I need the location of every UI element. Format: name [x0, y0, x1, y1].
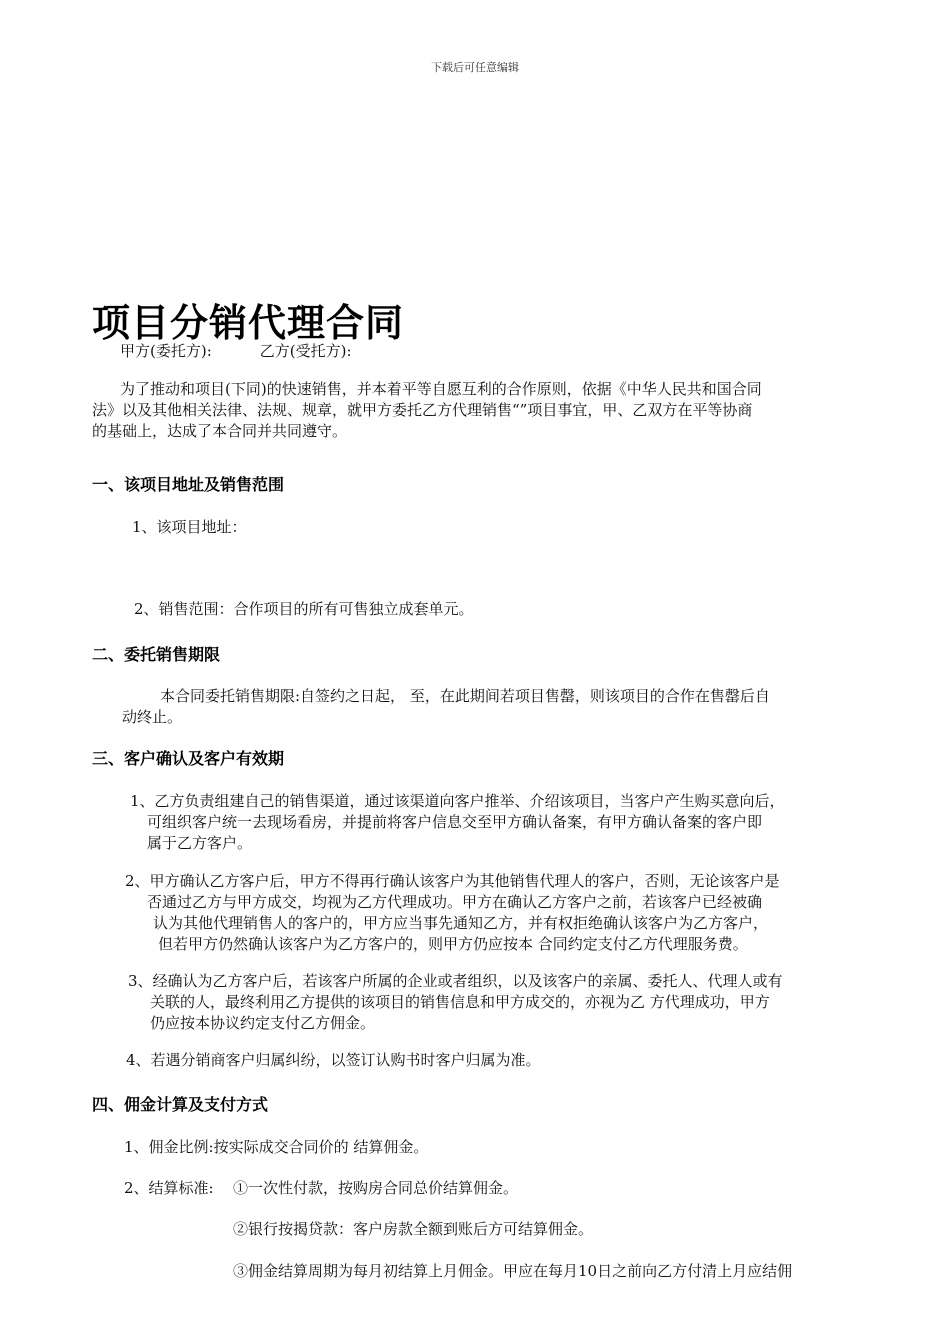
- document-title: 项目分销代理合同: [92, 301, 405, 345]
- section-4-item-1: 1、佣金比例:按实际成交合同价的 结算佣金。: [124, 1138, 429, 1156]
- section-3-heading: 三、客户确认及客户有效期: [92, 749, 285, 768]
- section-4-heading: 四、佣金计算及支付方式: [92, 1095, 269, 1114]
- section-4-item-2-label: 2、结算标准:: [124, 1179, 214, 1197]
- section-3-item-3-line-2: 关联的人，最终利用乙方提供的该项目的销售信息和甲方成交的，亦视为乙 方代理成功，甲方: [150, 993, 770, 1011]
- section-1-item-2: 2、销售范围：合作项目的所有可售独立成套单元。: [134, 600, 474, 618]
- section-3-item-2-line-3: 认为其他代理销售人的客户的，甲方应当事先通知乙方，并有权拒绝确认该客户为乙方客户，: [153, 914, 769, 932]
- section-3-item-4: 4、若遇分销商客户归属纠纷，以签订认购书时客户归属为准。: [126, 1051, 541, 1069]
- section-2-heading: 二、委托销售期限: [92, 645, 221, 664]
- section-3-item-2-line-4: 但若甲方仍然确认该客户为乙方客户的，则甲方仍应按本 合同约定支付乙方代理服务费。: [158, 935, 748, 953]
- section-3-item-1-line-3: 属于乙方客户。: [147, 834, 253, 852]
- section-3-item-1-line-2: 可组织客户统一去现场看房，并提前将客户信息交至甲方确认备案，有甲方确认备案的客户即: [147, 813, 763, 831]
- section-3-item-3-line-3: 仍应按本协议约定支付乙方佣金。: [150, 1014, 376, 1032]
- section-1-heading: 一、该项目地址及销售范围: [92, 475, 285, 494]
- page-header: 下载后可任意编辑: [431, 61, 519, 74]
- section-4-item-2-c: ③佣金结算周期为每月初结算上月佣金。甲应在每月10日之前向乙方付清上月应结佣: [233, 1262, 793, 1280]
- section-4-item-2-b: ②银行按揭贷款：客户房款全额到账后方可结算佣金。: [233, 1220, 594, 1238]
- section-2-line-2: 动终止。: [122, 708, 183, 726]
- section-3-item-2-line-1: 2、甲方确认乙方客户后，甲方不得再行确认该客户为其他销售代理人的客户，否则，无论该客户是: [125, 872, 780, 890]
- parties-line: [120, 340, 352, 361]
- section-3-item-2-line-2: 否通过乙方与甲方成交，均视为乙方代理成功。甲方在确认乙方客户之前，若该客户已经被确: [147, 893, 763, 911]
- intro-line-2: 法》以及其他相关法律、法规、规章，就甲方委托乙方代理销售“”项目事宜，甲、乙双方在平等协商: [92, 401, 753, 419]
- section-3-item-1-line-1: 1、乙方负责组建自己的销售渠道，通过该渠道向客户推举、介绍该项目，当客户产生购买意向后，: [130, 792, 785, 810]
- section-2-line-1: 本合同委托销售期限:自签约之日起， 至，在此期间若项目售罄，则该项目的合作在售罄后自: [160, 687, 770, 705]
- section-4-item-2-a: ①一次性付款，按购房合同总价结算佣金。: [233, 1179, 519, 1197]
- intro-line-3: 的基础上，达成了本合同并共同遵守。: [92, 422, 348, 440]
- party-b-label: 乙方(受托方):: [259, 342, 352, 360]
- section-1-item-1: 1、该项目地址：: [132, 518, 247, 536]
- intro-line-1: 为了推动和项目(下同)的快速销售，并本着平等自愿互利的合作原则，依据《中华人民共和国合同: [120, 380, 762, 398]
- party-a-label: 甲方(委托方):: [120, 342, 212, 360]
- section-3-item-3-line-1: 3、经确认为乙方客户后，若该客户所属的企业或者组织，以及该客户的亲属、委托人、代理人或有: [128, 972, 783, 990]
